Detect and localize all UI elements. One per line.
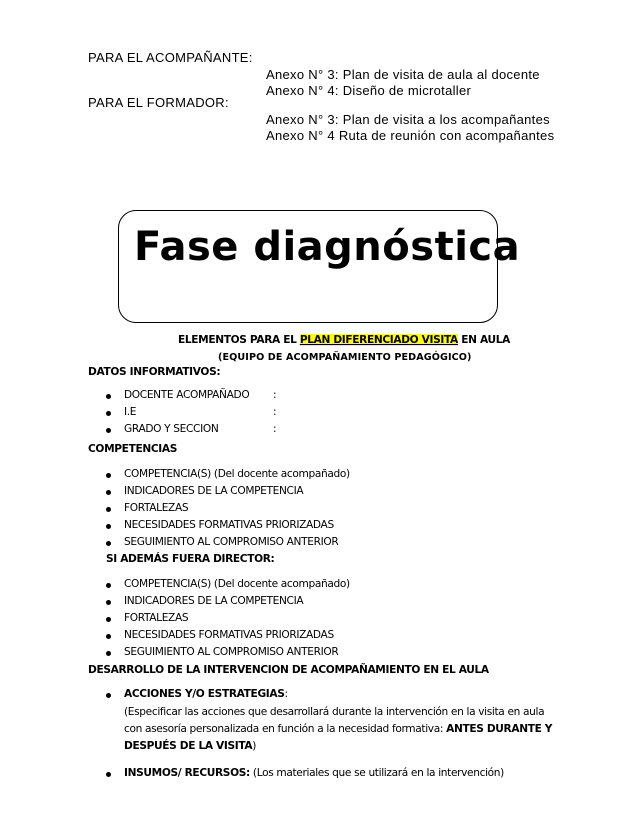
competencias-heading: COMPETENCIAS (88, 443, 177, 455)
insumos-label: INSUMOS/ RECURSOS: (124, 767, 250, 779)
bullet-icon (106, 772, 111, 777)
bullet-icon (106, 473, 111, 478)
director-item: COMPETENCIA(S) (Del docente acompañado) (124, 578, 350, 590)
acciones-label: ACCIONES Y/O ESTRATEGIAS (124, 688, 285, 700)
datos-colon: : (273, 406, 277, 418)
bullet-icon (106, 651, 111, 656)
anexo4-ruta: Anexo N° 4 Ruta de reunión con acompañantes (266, 128, 555, 143)
insumos-line (124, 767, 504, 779)
bullet-icon (106, 490, 111, 495)
section-title-suffix: EN AULA (457, 334, 510, 346)
datos-heading: DATOS INFORMATIVOS: (88, 366, 221, 378)
director-heading: SI ADEMÁS FUERA DIRECTOR: (106, 553, 275, 565)
section-title-highlight: PLAN DIFERENCIADO VISITA (299, 334, 458, 346)
bullet-icon (106, 428, 111, 433)
director-item: SEGUIMIENTO AL COMPROMISO ANTERIOR (124, 646, 339, 658)
director-item: INDICADORES DE LA COMPETENCIA (124, 595, 304, 607)
competencias-item: INDICADORES DE LA COMPETENCIA (124, 485, 304, 497)
section-title (178, 334, 510, 346)
bullet-icon (106, 411, 111, 416)
acciones-colon: : (284, 688, 288, 700)
acciones-line (124, 688, 288, 700)
acciones-bold: ANTES DURANTE Y DESPUÉS DE LA VISITA (124, 723, 553, 752)
anexo4-microtaller: Anexo N° 4: Diseño de microtaller (266, 83, 472, 98)
competencias-item: SEGUIMIENTO AL COMPROMISO ANTERIOR (124, 536, 339, 548)
insumos-text: (Los materiales que se utilizará en la intervención) (249, 767, 504, 779)
datos-colon: : (273, 423, 277, 435)
datos-item-ie: I.E (124, 406, 137, 418)
bullet-icon (106, 634, 111, 639)
bullet-icon (106, 541, 111, 546)
section-subtitle: (EQUIPO DE ACOMPAÑAMIENTO PEDAGÓGICO) (218, 352, 472, 363)
phase-title: Fase diagnóstica (134, 224, 521, 270)
anexo3-acompanantes: Anexo N° 3: Plan de visita a los acompañantes (266, 112, 550, 127)
bullet-icon (106, 583, 111, 588)
acciones-close: ) (252, 740, 257, 752)
desarrollo-heading: DESARROLLO DE LA INTERVENCION DE ACOMPAÑAMIENTO EN EL AULA (88, 664, 489, 676)
bullet-icon (106, 693, 111, 698)
acciones-paragraph (124, 704, 564, 755)
bullet-icon (106, 600, 111, 605)
director-item: NECESIDADES FORMATIVAS PRIORIZADAS (124, 629, 334, 641)
bullet-icon (106, 617, 111, 622)
competencias-item: COMPETENCIA(S) (Del docente acompañado) (124, 468, 350, 480)
datos-item-grado: GRADO Y SECCION (124, 423, 219, 435)
competencias-item: FORTALEZAS (124, 502, 189, 514)
section-title-prefix: ELEMENTOS PARA EL (178, 334, 300, 346)
anexo3-docente: Anexo N° 3: Plan de visita de aula al docente (266, 67, 540, 82)
acciones-text: (Especificar las acciones que desarrollará durante la intervención en la visita en aula con asesoría personalizada en función a la necesidad formativa: (124, 706, 545, 735)
acompanante-label: PARA EL ACOMPAÑANTE: (88, 50, 253, 65)
bullet-icon (106, 524, 111, 529)
director-item: FORTALEZAS (124, 612, 189, 624)
bullet-icon (106, 394, 111, 399)
competencias-item: NECESIDADES FORMATIVAS PRIORIZADAS (124, 519, 334, 531)
datos-item-docente: DOCENTE ACOMPAÑADO (124, 389, 250, 401)
datos-colon: : (273, 389, 277, 401)
formador-label: PARA EL FORMADOR: (88, 95, 229, 110)
bullet-icon (106, 507, 111, 512)
